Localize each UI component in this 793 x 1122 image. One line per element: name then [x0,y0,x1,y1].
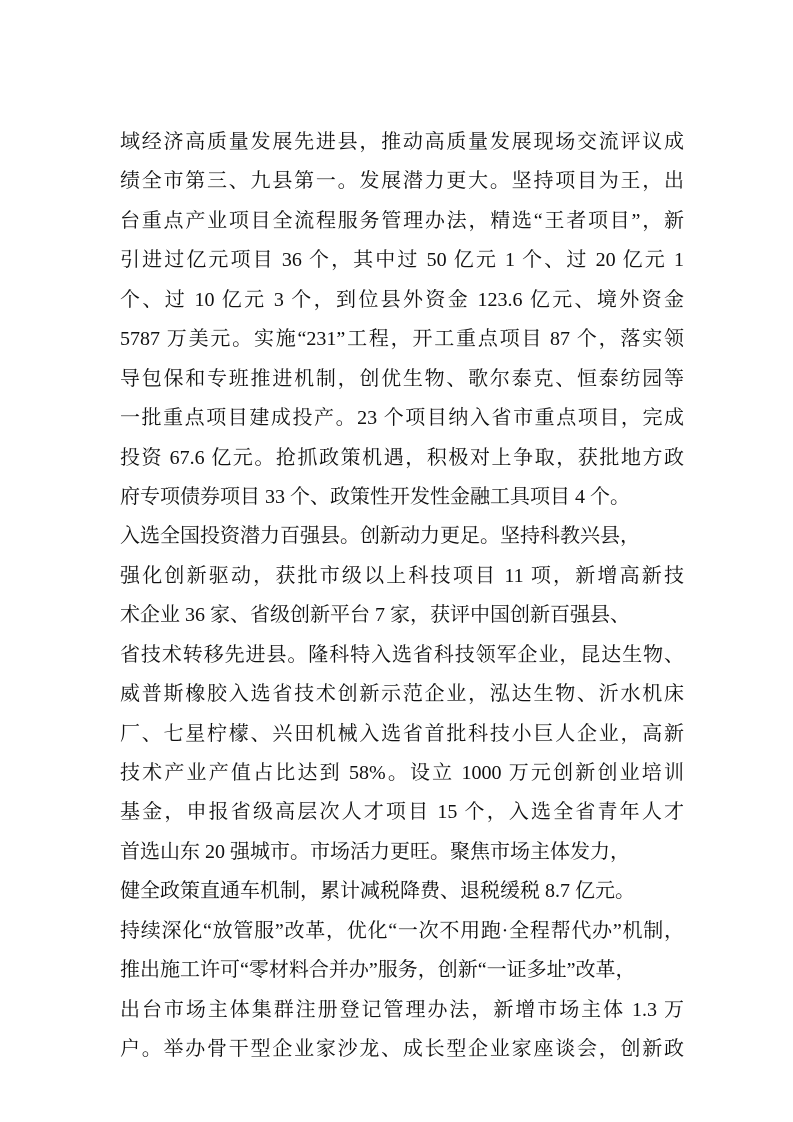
text-line: 投资 67.6 亿元。抢抓政策机遇，积极对上争取，获批地方政 [120,446,684,469]
text-line: 域经济高质量发展先进县，推动高质量发展现场交流评议成 [120,131,684,153]
text-line: 导包保和专班推进机制，创优生物、歌尔泰克、恒泰纺园等 [120,367,684,390]
text-line: 入选全国投资潜力百强县。创新动力更足。坚持科教兴县， [120,525,640,548]
text-line: 一批重点项目建成投产。23 个项目纳入省市重点项目，完成 [120,407,684,430]
text-line: 首选山东 20 强城市。市场活力更旺。聚焦市场主体发力， [120,840,630,863]
text-line: 省技术转移先进县。隆科特入选省科技领军企业，昆达生物、 [120,643,684,666]
text-line: 基金，申报省级高层次人才项目 15 个，入选全省青年人才 [120,801,684,824]
text-line: 厂、七星柠檬、兴田机械入选省首批科技小巨人企业，高新 [120,722,684,745]
text-line: 府专项债券项目 33 个、政策性开发性金融工具项目 4 个。 [120,485,630,508]
text-line: 5787 万美元。实施“231”工程，开工重点项目 87 个，落实领 [120,328,684,351]
text-line: 引进过亿元项目 36 个，其中过 50 亿元 1 个、过 20 亿元 1 [120,249,684,272]
text-line: 推出施工许可“零材料合并办”服务，创新“一证多址”改革， [120,959,636,982]
text-line: 台重点产业项目全流程服务管理办法，精选“王者项目”，新 [120,209,684,232]
text-line: 出台市场主体集群注册登记管理办法，新增市场主体 1.3 万 [120,998,684,1021]
text-line: 术企业 36 家、省级创新平台 7 家，获评中国创新百强县、 [120,604,630,627]
text-line: 威普斯橡胶入选省技术创新示范企业，泓达生物、沂水机床 [120,683,684,706]
document-body [120,123,684,1070]
text-line: 持续深化“放管服”改革，优化“一次不用跑·全程帮代办”机制， [120,919,684,942]
text-line: 个、过 10 亿元 3 个，到位县外资金 123.6 亿元、境外资金 [120,288,684,311]
text-line: 绩全市第三、九县第一。发展潜力更大。坚持项目为王，出 [120,170,684,193]
text-line: 强化创新驱动，获批市级以上科技项目 11 项，新增高新技 [120,564,684,587]
text-line: 健全政策直通车机制，累计减税降费、退税缓税 8.7 亿元。 [120,880,635,903]
text-line: 技术产业产值占比达到 58%。设立 1000 万元创新创业培训 [120,762,684,784]
text-line: 户。举办骨干型企业家沙龙、成长型企业家座谈会，创新政 [120,1038,684,1061]
